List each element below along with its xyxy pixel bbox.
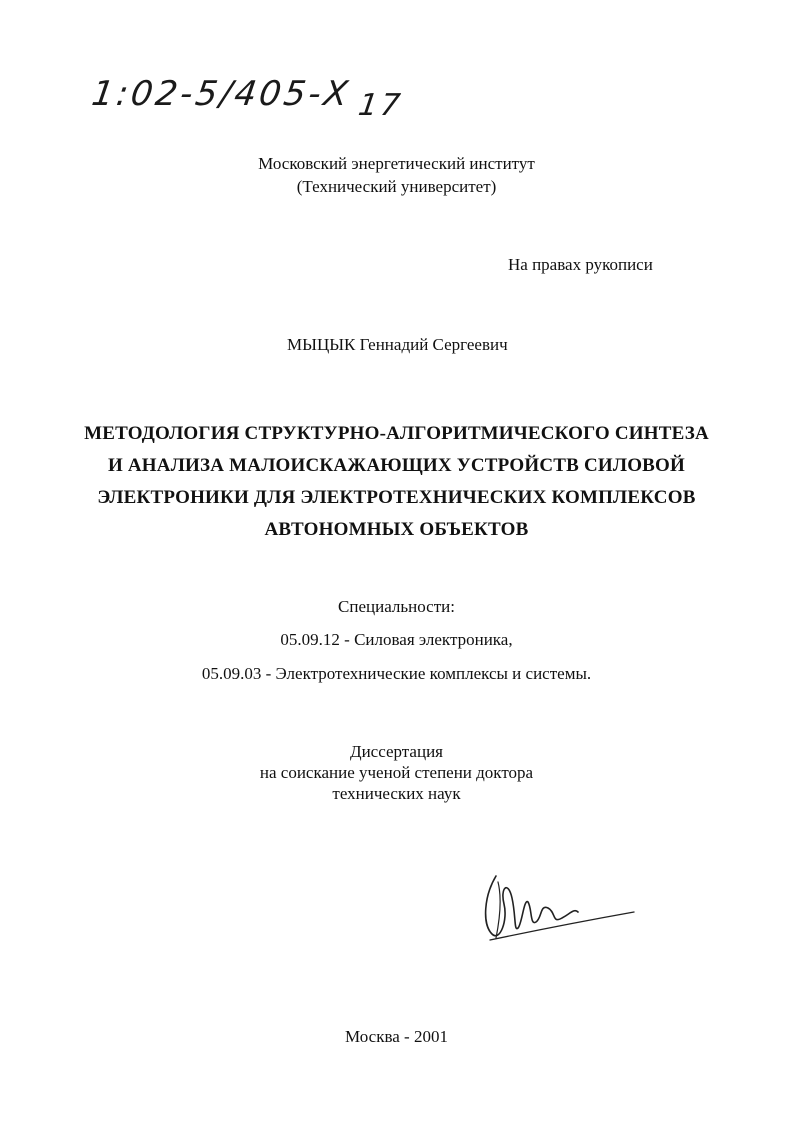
stamp-number: 1:02-5/405-Х bbox=[89, 74, 353, 114]
city-year: Москва - 2001 bbox=[345, 1027, 448, 1046]
handwritten-stamp bbox=[89, 74, 407, 123]
title-line: АВТОНОМНЫХ ОБЪЕКТОВ bbox=[264, 519, 529, 540]
dissertation-block bbox=[0, 741, 793, 804]
title-line: ЭЛЕКТРОНИКИ ДЛЯ ЭЛЕКТРОТЕХНИЧЕСКИХ КОМПЛЕКСОВ bbox=[97, 487, 696, 508]
signature-icon bbox=[478, 868, 638, 948]
institute-subtitle: (Технический университет) bbox=[296, 177, 497, 196]
stamp-suffix: 17 bbox=[356, 88, 406, 123]
title-line: И АНАЛИЗА МАЛОИСКАЖАЮЩИХ УСТРОЙСТВ СИЛОВОЙ bbox=[107, 455, 686, 476]
specialties-heading: Специальности: bbox=[338, 597, 455, 616]
institute-block bbox=[0, 152, 793, 198]
institute-name: Московский энергетический институт bbox=[258, 154, 535, 173]
dissertation-line: на соискание ученой степени доктора bbox=[259, 763, 534, 782]
dissertation-line: технических наук bbox=[332, 784, 461, 803]
specialty-item: 05.09.12 - Силовая электроника, bbox=[280, 630, 513, 649]
author-name: МЫЦЫК Геннадий Сергеевич bbox=[287, 335, 508, 354]
specialty-item: 05.09.03 - Электротехнические комплексы и системы. bbox=[201, 664, 592, 683]
rights-note: На правах рукописи bbox=[508, 255, 653, 274]
dissertation-title bbox=[0, 418, 793, 546]
title-line: МЕТОДОЛОГИЯ СТРУКТУРНО-АЛГОРИТМИЧЕСКОГО СИНТЕЗА bbox=[84, 423, 709, 444]
dissertation-line: Диссертация bbox=[349, 742, 443, 761]
